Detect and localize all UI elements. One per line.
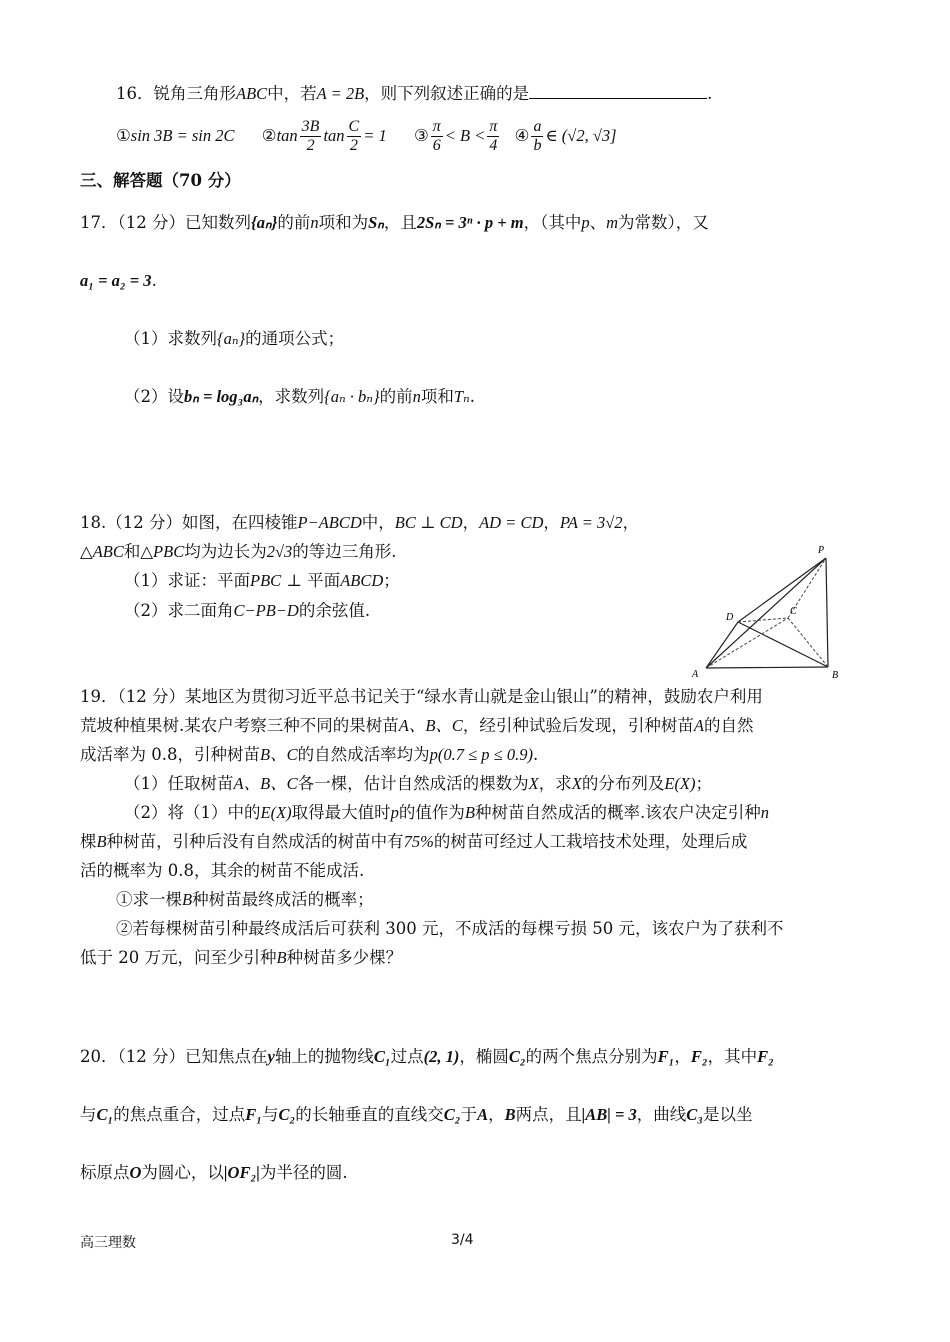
math: (2, 1) [423,1047,460,1066]
edge-DC [738,618,788,622]
q17-text: 的前 [277,213,311,232]
q18-text: 18.（12 分）如图，在四棱锥 [80,513,298,532]
footer-subject: 高三理数 [80,1235,136,1251]
q20-text: 轴上的抛物线 [274,1047,374,1066]
math: n [412,387,421,406]
q19-line-7: 活的概率为 0.8，其余的树苗不能成活. [80,861,365,880]
q20-text: 为圆心，以 [141,1163,224,1182]
math: F₁ [245,1105,263,1124]
q18-text: 的等边三角形. [292,542,397,561]
math: Sₙ [368,213,384,232]
q16-text: . [707,84,713,103]
q20-text: 两点，且 [515,1105,582,1124]
q19-text: ①求一棵 [116,890,182,909]
q16-triangle: ABC [236,84,268,103]
q17-text: ，（其中 [523,213,582,232]
q17-text: 17．（12 分）已知数列 [80,213,251,232]
q20-text: 的长轴垂直的直线交 [295,1105,444,1124]
q20-text: 与 [80,1105,97,1124]
q16-text: ，则下列叙述正确的是 [364,84,530,103]
q19-sub2: ②若每棵树苗引种最终成活后可获利 300 元，不成活的每棵亏损 50 元，该农户为了获利不 [116,919,784,938]
option-marker: ② [261,126,277,145]
q17-text: 的通项公式； [245,329,345,348]
q17-text: . [151,271,157,290]
fraction [347,118,362,155]
q19-text: 低于 20 万元，问至少引种 [80,948,277,967]
q17-text: 项和为 [318,213,369,232]
denominator: 2 [349,137,358,154]
math: X [571,774,582,793]
edge-PD [738,558,826,622]
q19-text: 种树苗，引种后没有自然成活的树苗中有 [106,832,404,851]
math: ABCD [340,571,384,590]
q19-text: ； [695,774,713,793]
q17-text: 项和 [420,387,454,406]
math: B [182,890,193,909]
q20-text: 的两个焦点分别为 [525,1047,658,1066]
q19-text: ，求 [538,774,572,793]
q19-line-3 [80,744,538,766]
math: B、C [260,745,298,764]
q18-text: ⊥ 平面 [281,571,341,590]
math: O [129,1163,142,1182]
q18-part1 [124,570,400,592]
denominator: 6 [432,137,441,154]
q16-stem [116,82,712,105]
pyramid-figure [688,540,858,680]
q19-part2 [124,802,769,824]
label-B: B [832,670,839,680]
q20-line-1 [80,1046,774,1068]
math: |OF₂| [223,1163,260,1182]
q17-condition [80,270,157,292]
q17-text: 、 [589,213,607,232]
math: 2Sₙ = 3ⁿ · p + m [416,213,524,232]
math: B [96,832,107,851]
math: Tₙ [453,387,470,406]
denominator: b [533,137,542,154]
math: n [310,213,319,232]
math: A、B、C [398,716,463,735]
math: p [390,803,399,822]
q18-text: ； [383,571,400,590]
q19-line-10 [80,947,402,969]
q16-option-4: ∈ (√2, √3] [545,126,617,145]
math: y [267,1047,275,1066]
q17-stem [80,212,709,234]
q17-part2 [124,386,475,408]
math: C₂ [508,1047,526,1066]
math: |AB| = 3 [581,1105,637,1124]
q17-text: （1）求数列 [124,329,217,348]
q19-text: ，经引种试验后发现，引种树苗 [462,716,694,735]
math: {aₙ} [217,329,246,348]
q19-text: . [532,745,539,764]
numerator: π [432,118,441,135]
numerator: π [489,118,498,135]
math: C−PB−D [233,601,299,620]
q19-text: （2）将（1）中的 [124,803,261,822]
edge-PA [706,558,826,668]
q17-text: ，且 [383,213,417,232]
math: A [693,716,705,735]
q18-stem [80,512,639,534]
q20-line-3 [80,1162,348,1184]
q20-text: 标原点 [80,1163,130,1182]
label-P: P [818,545,825,556]
math: PA = 3√2 [559,513,623,532]
q18-text: 和 [123,542,141,561]
q20-text: 过点 [390,1047,424,1066]
math: F₁ [657,1047,675,1066]
fraction [531,118,543,155]
math: a₁ = a₂ = 3 [80,271,152,290]
q18-text: ， [622,513,640,532]
math: △PBC [140,542,185,561]
q17-text: 为常数），又 [618,213,709,232]
q18-text: ， [462,513,480,532]
numerator: a [533,118,542,135]
q16-option-3: < B < [444,126,486,145]
q16-text: 中，若 [267,84,317,103]
edge-DB [738,622,828,667]
numerator: 3B [301,118,320,135]
q19-text: 的自然成活率均为 [297,745,430,764]
q17-text: （2）设 [124,387,184,406]
math: C₁ [96,1105,114,1124]
q19-text: 棵 [80,832,97,851]
q20-line-2 [80,1104,753,1126]
q19-text: 的值作为 [398,803,465,822]
page-number: 3/4 [451,1232,474,1248]
math: 2√3 [266,542,293,561]
q19-text: 种树苗最终成活的概率； [192,890,374,909]
q19-text: （1）任取树苗 [124,774,234,793]
math: E(X) [664,774,696,793]
q16-options [116,116,617,156]
math: △ABC [80,542,124,561]
math: PBC [250,571,282,590]
q17-text: . [469,387,475,406]
math: C₂ [443,1105,461,1124]
q17-part1 [124,328,344,350]
option-marker: ④ [514,126,530,145]
q16-option-2: = 1 [363,126,387,145]
math: C₂ [278,1105,296,1124]
q19-text: 种树苗自然成活的概率.该农户决定引种 [475,803,761,822]
math: B [276,948,287,967]
q18-text: （1）求证：平面 [124,571,250,590]
label-D: D [726,612,734,623]
math: {aₙ · bₙ} [324,387,380,406]
q18-text: 均为边长为 [184,542,267,561]
math: A、B、C [233,774,298,793]
q20-text: 的焦点重合，过点 [113,1105,246,1124]
fraction [300,118,322,155]
math: X [528,774,539,793]
math: A [477,1105,489,1124]
edge-CB [788,618,828,667]
q19-text: 的树苗可经过人工栽培技术处理，处理后成 [433,832,748,851]
math: B [504,1105,516,1124]
q16-text: 16．锐角三角形 [116,84,236,103]
q19-line-1: 19．（12 分）某地区为贯彻习近平总书记关于“绿水青山就是金山银山”的精神，鼓励农户利用 [80,687,763,706]
q19-text: 取得最大值时 [291,803,391,822]
q20-text: ， [674,1047,691,1066]
edge-AC [706,618,788,668]
fraction [431,118,443,155]
q19-text: 种树苗多少棵？ [286,948,403,967]
math: F₂ [757,1047,774,1066]
q20-text: 20．（12 分）已知焦点在 [80,1047,268,1066]
q18-part2 [124,600,370,622]
q16-option-1: sin 3B = sin 2C [130,126,235,145]
math: p [581,213,590,232]
q19-text: 的分布列及 [581,774,665,793]
math: B [464,803,475,822]
q16-option-2: tan [323,126,345,145]
q20-text: 是以坐 [703,1105,753,1124]
q20-text: 为半径的圆. [259,1163,348,1182]
q20-text: ，其中 [707,1047,758,1066]
q20-text: 与 [262,1105,279,1124]
q18-text: （2）求二面角 [124,601,234,620]
denominator: 2 [306,137,315,154]
q17-text: ，求数列 [258,387,325,406]
q20-text: ，椭圆 [459,1047,509,1066]
math: C₃ [686,1105,704,1124]
q18-text: 的余弦值. [298,601,371,620]
q20-text: ，曲线 [636,1105,687,1124]
q16-option-2: tan [276,126,298,145]
answer-blank [529,82,707,99]
q19-text: 成活率为 0.8，引种树苗 [80,745,260,764]
option-marker: ① [116,126,131,145]
math: P−ABCD [297,513,362,532]
q19-line-6 [80,831,747,853]
q18-stem-2 [80,541,397,563]
q18-text: 中， [361,513,395,532]
numerator: C [348,118,360,135]
option-marker: ③ [413,126,429,145]
math: 75% [403,832,434,851]
q19-text: 各一棵，估计自然成活的棵数为 [297,774,529,793]
q20-text: ， [488,1105,505,1124]
math: C₁ [373,1047,391,1066]
math: n [760,803,769,822]
math: F₂ [690,1047,708,1066]
label-A: A [692,669,699,680]
edge-AB [706,667,828,668]
q19-text: 荒坡种植果树.某农户考察三种不同的果树苗 [80,716,399,735]
edge-AD [706,622,738,668]
q19-text: 的自然 [704,716,754,735]
section-heading: 三、解答题（70 分） [80,171,241,190]
math: bₙ = log₃aₙ [184,387,259,406]
q20-text: 于 [460,1105,478,1124]
q19-line-2 [80,715,754,737]
math: {aₙ} [251,213,278,232]
edge-PB [826,558,828,667]
denominator: 4 [489,137,498,154]
math: m [606,213,619,232]
fraction [487,118,499,155]
math: E(X) [260,803,292,822]
label-C: C [790,606,797,617]
q19-part1 [124,773,712,795]
math: AD = CD [479,513,544,532]
math: p(0.7 ≤ p ≤ 0.9) [429,745,533,764]
q16-condition: A = 2B [316,84,365,103]
q19-sub1 [116,889,374,911]
q17-text: 的前 [379,387,413,406]
q18-text: ， [543,513,560,532]
math: BC ⊥ CD [394,513,463,532]
